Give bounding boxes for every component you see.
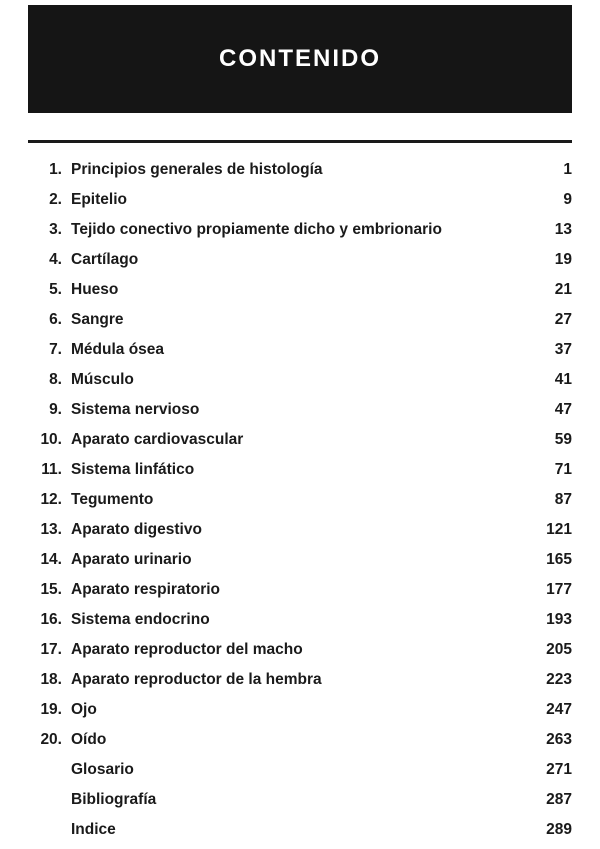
toc-item-title: Oído (71, 731, 107, 748)
toc-item-title: Sistema endocrino (71, 611, 210, 628)
toc-item-page: 13 (554, 221, 572, 238)
toc-item-number: 16. (40, 611, 62, 628)
toc-item-page: 271 (546, 761, 572, 778)
toc-row (28, 305, 572, 335)
toc-row (28, 335, 572, 365)
toc-item-title: Sistema nervioso (71, 401, 200, 418)
toc-item-page: 289 (546, 821, 572, 838)
toc-row (28, 155, 572, 185)
toc-item-number: 4. (49, 251, 62, 268)
contents-banner (28, 5, 572, 113)
toc-item-page: 19 (554, 251, 572, 268)
toc-item-title: Epitelio (71, 191, 127, 208)
toc-item-page: 41 (554, 371, 572, 388)
toc-row (28, 695, 572, 725)
divider-rule (28, 140, 572, 143)
toc-item-title: Aparato respiratorio (71, 581, 221, 598)
toc-item-page: 263 (546, 731, 572, 748)
toc-item-number: 7. (49, 341, 62, 358)
toc-item-title: Ojo (71, 701, 97, 718)
toc-item-title: Hueso (71, 281, 119, 298)
toc-item-title: Glosario (71, 761, 134, 778)
toc-row (28, 515, 572, 545)
toc-item-number: 19. (40, 701, 62, 718)
toc-item-page: 37 (554, 341, 572, 358)
toc-item-number: 13. (40, 521, 62, 538)
toc-item-page: 59 (554, 431, 572, 448)
toc-item-page: 193 (546, 611, 572, 628)
toc-item-title: Aparato reproductor del macho (71, 641, 303, 658)
toc-item-page: 87 (554, 491, 572, 508)
toc-item-page: 121 (546, 521, 572, 538)
toc-item-page: 21 (554, 281, 572, 298)
toc-list (28, 155, 572, 845)
toc-row (28, 785, 572, 815)
toc-row (28, 275, 572, 305)
toc-item-number: 11. (41, 461, 62, 478)
toc-item-page: 1 (563, 161, 572, 178)
toc-item-number: 5. (49, 281, 62, 298)
toc-row (28, 575, 572, 605)
toc-item-title: Aparato urinario (71, 551, 192, 568)
toc-item-title: Indice (71, 821, 116, 838)
toc-item-page: 165 (546, 551, 572, 568)
toc-row (28, 215, 572, 245)
toc-item-number: 10. (40, 431, 62, 448)
toc-item-title: Sangre (71, 311, 124, 328)
toc-item-title: Médula ósea (71, 341, 165, 358)
toc-item-page: 287 (546, 791, 572, 808)
toc-item-number: 18. (40, 671, 62, 688)
toc-item-title: Sistema linfático (71, 461, 195, 478)
toc-item-number: 2. (49, 191, 62, 208)
toc-item-number: 3. (49, 221, 62, 238)
toc-item-number: 1. (49, 161, 62, 178)
toc-row (28, 245, 572, 275)
toc-item-title: Músculo (71, 371, 134, 388)
toc-row (28, 425, 572, 455)
toc-item-number: 9. (49, 401, 62, 418)
toc-item-page: 205 (546, 641, 572, 658)
toc-item-title: Tejido conectivo propiamente dicho y embrionario (71, 221, 442, 238)
toc-row (28, 395, 572, 425)
toc-item-page: 9 (563, 191, 572, 208)
toc-row (28, 815, 572, 845)
toc-item-number: 8. (49, 371, 62, 388)
toc-row (28, 185, 572, 215)
toc-row (28, 485, 572, 515)
toc-item-number: 12. (40, 491, 62, 508)
toc-row (28, 665, 572, 695)
toc-row (28, 635, 572, 665)
toc-item-number: 20. (40, 731, 62, 748)
toc-row (28, 755, 572, 785)
toc-item-page: 47 (554, 401, 572, 418)
toc-item-title: Tegumento (71, 491, 154, 508)
toc-item-title: Aparato cardiovascular (71, 431, 244, 448)
toc-item-number: 15. (40, 581, 62, 598)
toc-item-title: Aparato reproductor de la hembra (71, 671, 322, 688)
toc-item-title: Aparato digestivo (71, 521, 202, 538)
toc-item-page: 71 (554, 461, 572, 478)
toc-item-title: Bibliografía (71, 791, 157, 808)
toc-row (28, 605, 572, 635)
toc-item-title: Cartílago (71, 251, 139, 268)
toc-row (28, 455, 572, 485)
toc-row (28, 545, 572, 575)
toc-item-page: 177 (546, 581, 572, 598)
toc-item-number: 14. (40, 551, 62, 568)
toc-item-number: 6. (49, 311, 62, 328)
toc-item-title: Principios generales de histología (71, 161, 323, 178)
toc-row (28, 725, 572, 755)
toc-item-page: 223 (546, 671, 572, 688)
toc-item-page: 247 (546, 701, 572, 718)
toc-row (28, 365, 572, 395)
toc-item-page: 27 (554, 311, 572, 328)
page-title: CONTENIDO (219, 45, 381, 72)
toc-item-number: 17. (40, 641, 62, 658)
